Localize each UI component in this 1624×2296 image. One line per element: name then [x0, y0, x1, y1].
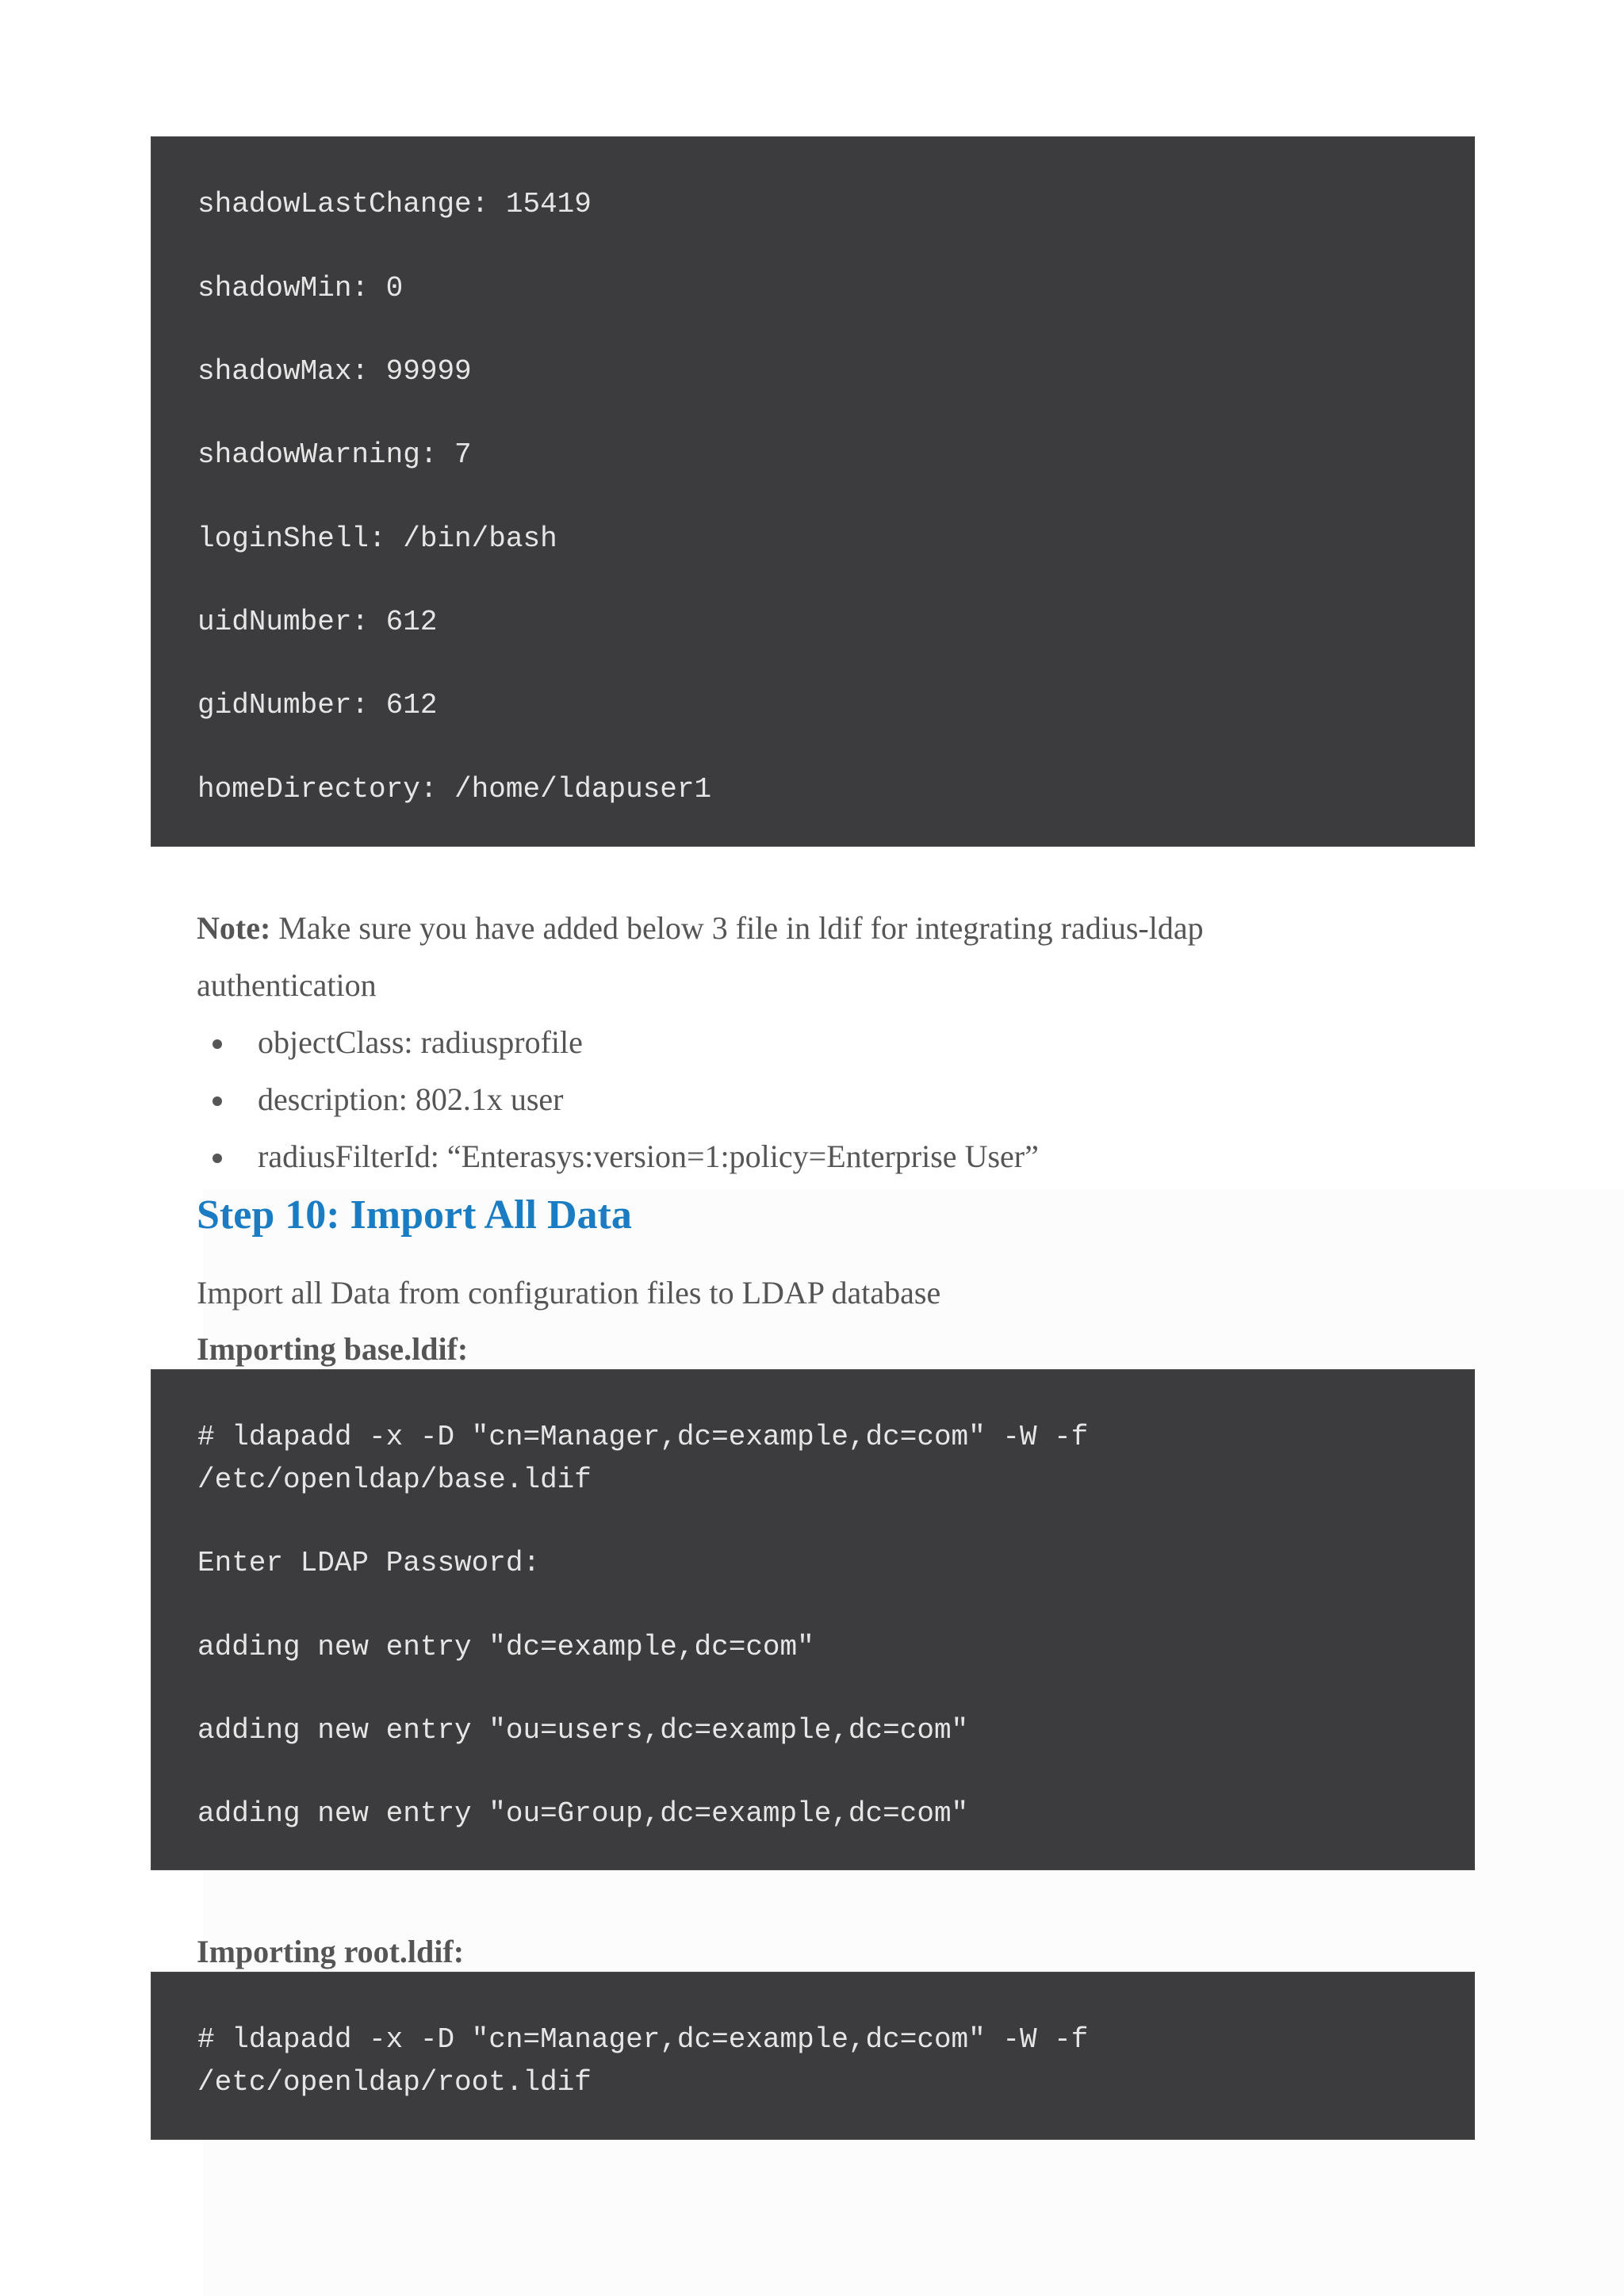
code-line: homeDirectory: /home/ldapuser1 — [197, 773, 712, 806]
code-line: loginShell: /bin/bash — [197, 522, 557, 555]
note-text: Make sure you have added below 3 file in ldif for integrating radius-ldap — [270, 910, 1204, 946]
list-item: radiusFilterId: “Enterasys:version=1:policy=Enterprise User” — [258, 1138, 1039, 1174]
note-paragraph — [197, 900, 1204, 957]
code-line: Enter LDAP Password: — [197, 1547, 541, 1579]
code-line: uidNumber: 612 — [197, 606, 438, 638]
code-line: shadowMax: 99999 — [197, 355, 472, 388]
section-heading: Step 10: Import All Data — [197, 1192, 632, 1238]
note-label: Note: — [197, 910, 271, 946]
code-line: shadowWarning: 7 — [197, 438, 472, 471]
code-line: adding new entry "dc=example,dc=com" — [197, 1631, 814, 1663]
code-line: shadowLastChange: 15419 — [197, 188, 592, 220]
list-item: objectClass: radiusprofile — [258, 1024, 583, 1060]
code-line: # ldapadd -x -D "cn=Manager,dc=example,dc=com" -W -f — [197, 2023, 1089, 2056]
code-line: # ldapadd -x -D "cn=Manager,dc=example,dc=com" -W -f — [197, 1421, 1089, 1453]
code-block-import-root — [151, 1972, 1475, 2140]
root-ldif-label: Importing root.ldif: — [197, 1934, 465, 1969]
bullet-icon — [213, 1096, 222, 1106]
code-line: gidNumber: 612 — [197, 689, 438, 721]
code-block-import-base — [151, 1369, 1475, 1870]
base-ldif-label: Importing base.ldif: — [197, 1331, 469, 1367]
code-block-shadow-attributes — [151, 136, 1475, 847]
code-line: shadowMin: 0 — [197, 272, 404, 304]
code-line: /etc/openldap/base.ldif — [197, 1464, 592, 1496]
bullet-icon — [213, 1039, 222, 1049]
list-item: description: 802.1x user — [258, 1081, 564, 1117]
note-paragraph-continued: authentication — [197, 967, 377, 1003]
code-line: /etc/openldap/root.ldif — [197, 2066, 592, 2099]
code-line: adding new entry "ou=Group,dc=example,dc=com" — [197, 1797, 969, 1830]
code-line: adding new entry "ou=users,dc=example,dc=com" — [197, 1714, 969, 1747]
bullet-icon — [213, 1154, 222, 1163]
step-intro-text: Import all Data from configuration files to LDAP database — [197, 1275, 941, 1311]
